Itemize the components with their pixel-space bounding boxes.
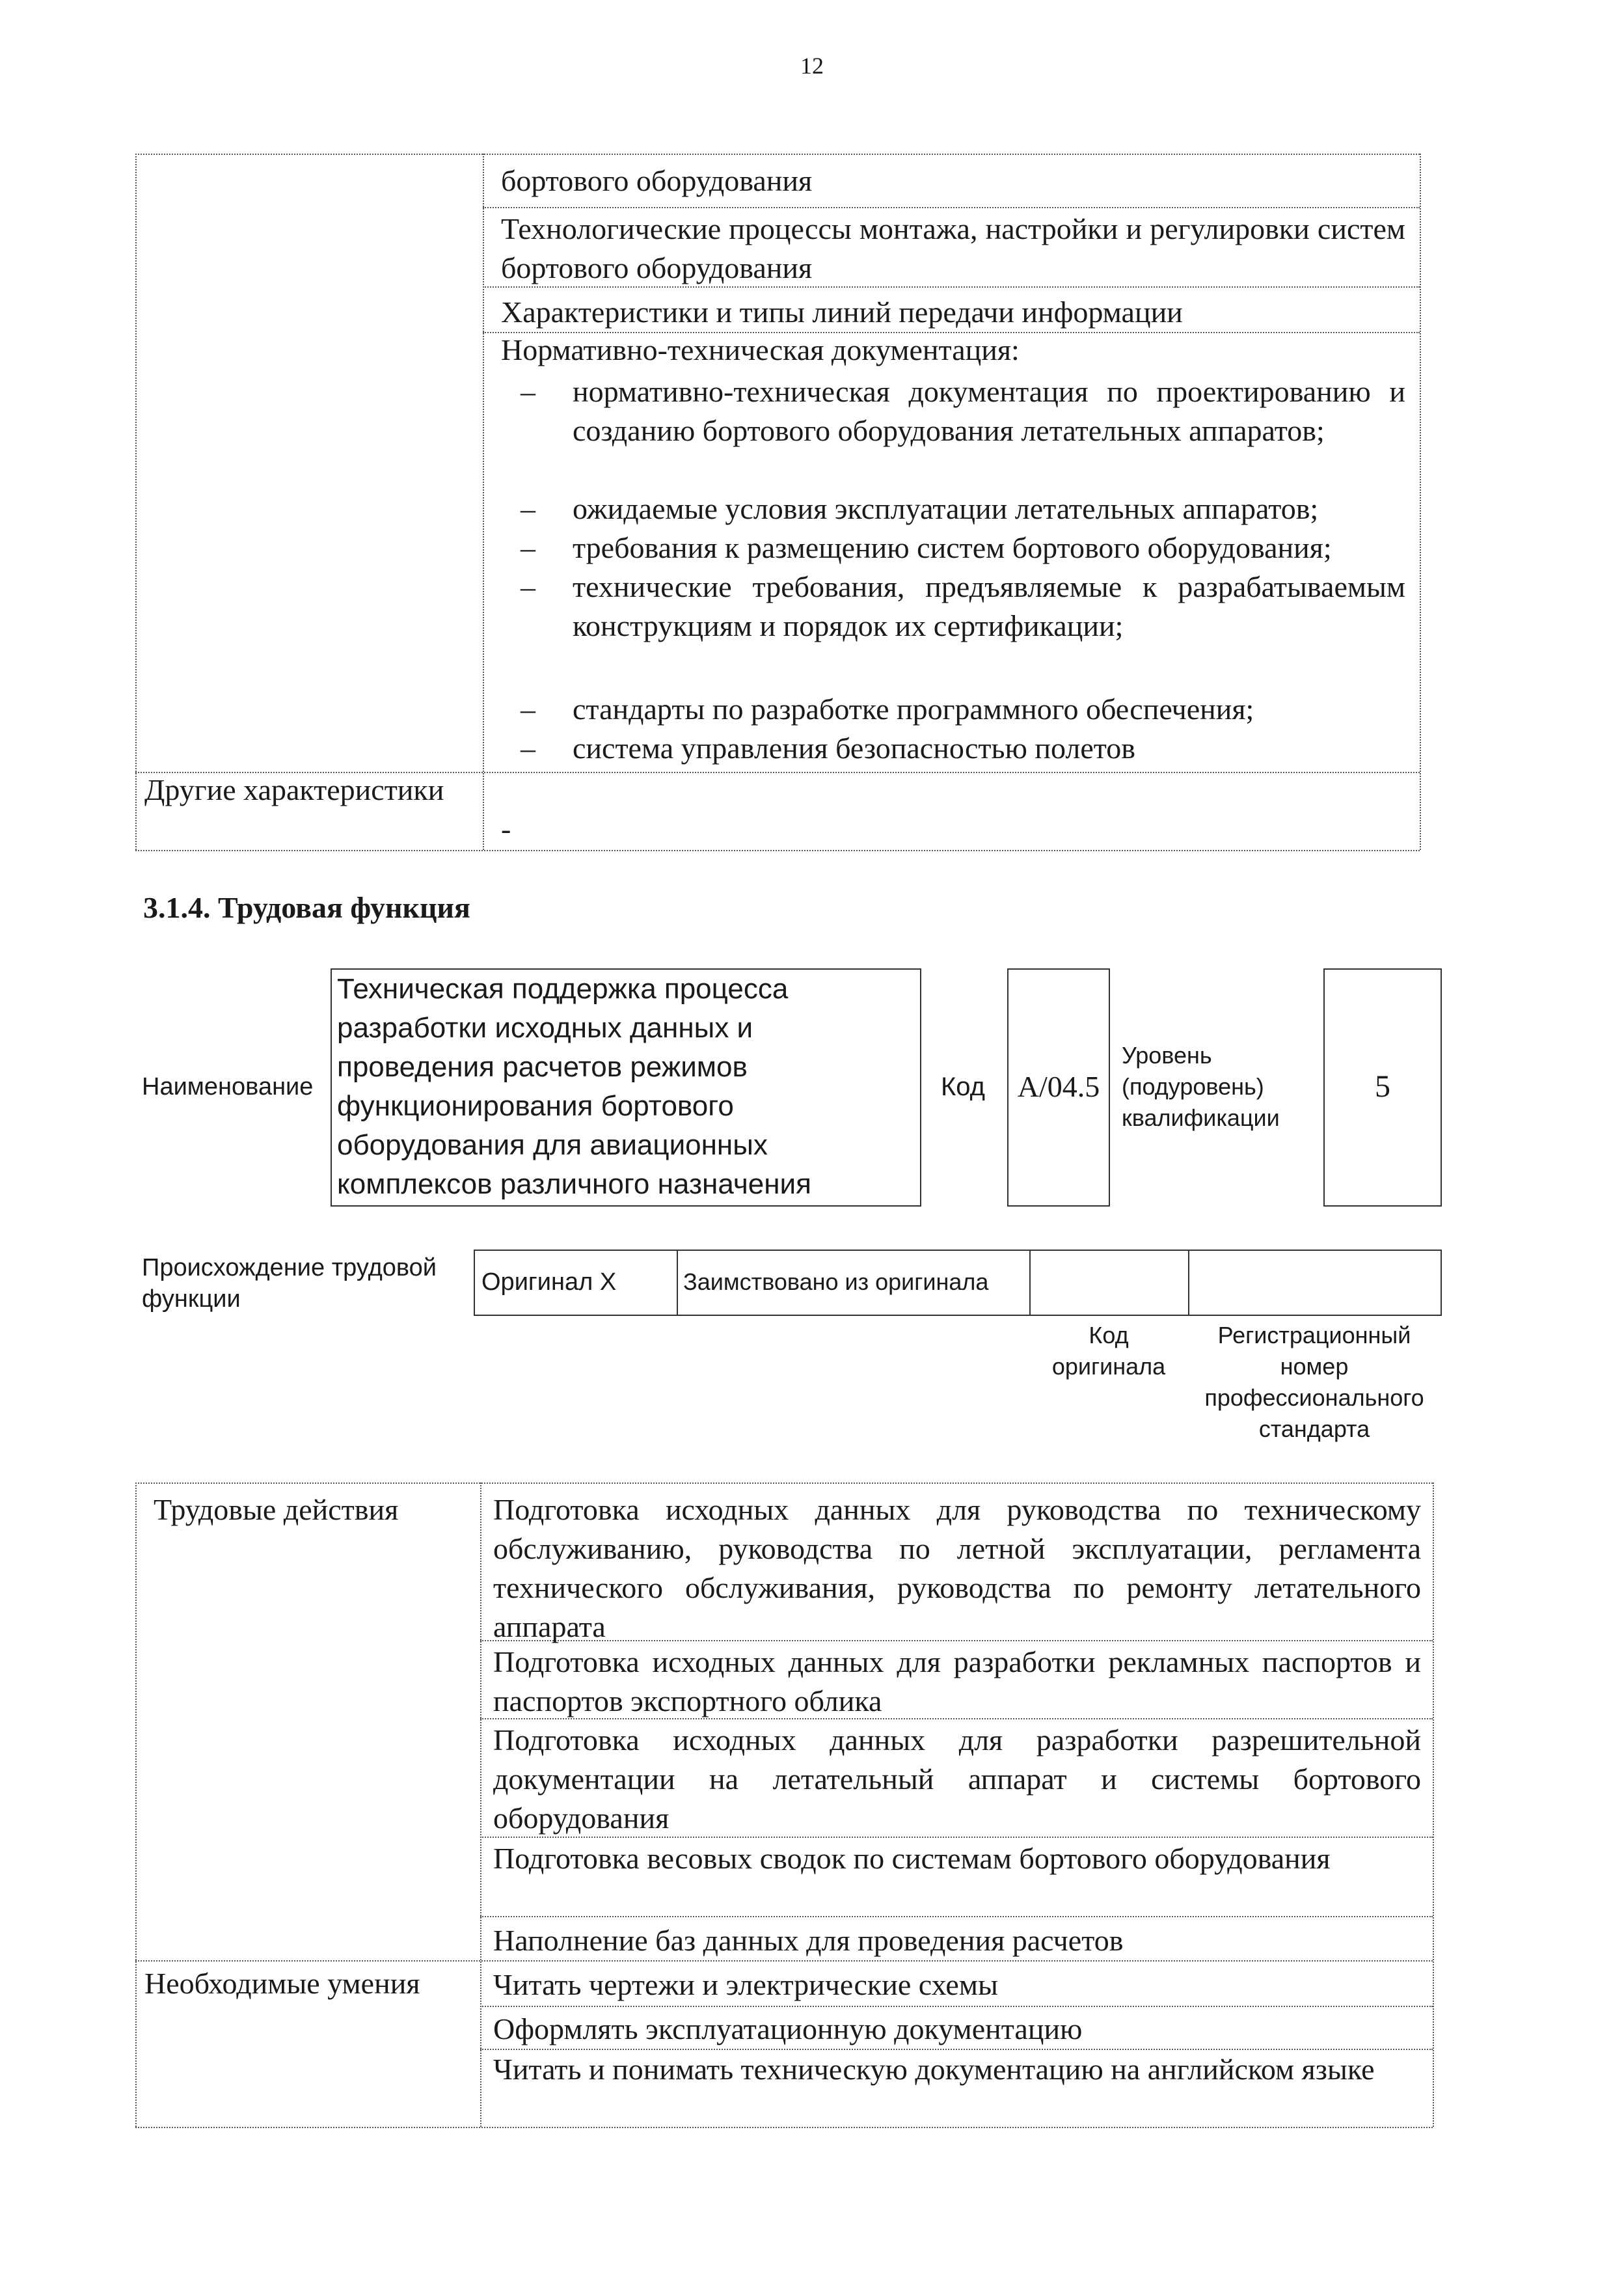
action-item: Наполнение баз данных для проведения расчетов xyxy=(493,1924,1124,1957)
origin-code-caption: Код оригинала xyxy=(1051,1322,1166,1380)
actions-label: Трудовые действия xyxy=(154,1493,399,1526)
top-row-2: Технологические процессы монтажа, настройки и регулировки систем бортового оборудования xyxy=(501,212,1405,284)
page-number: 12 xyxy=(800,53,824,79)
dash-marker: – xyxy=(521,731,535,765)
docs-item-text: требования к размещению систем бортового оборудования; xyxy=(573,531,1332,564)
level-label: Уровень (подуровень) квалификации xyxy=(1122,1042,1280,1131)
origin-borrowed: Заимствовано из оригинала xyxy=(683,1268,989,1295)
skill-item: Оформлять эксплуатационную документацию xyxy=(493,2012,1083,2045)
skill-item: Читать чертежи и электрические схемы xyxy=(493,1968,998,2001)
other-characteristics-label: Другие характеристики xyxy=(144,773,444,806)
docs-item-text: стандарты по разработке программного обеспечения; xyxy=(573,692,1254,726)
docs-item xyxy=(521,567,1405,685)
section-title: 3.1.4. Трудовая функция xyxy=(143,891,470,924)
other-characteristics-value: - xyxy=(501,812,511,845)
origin-label: Происхождение трудовой функции xyxy=(142,1254,437,1313)
docs-item-text: технические требования, предъявляемые к разрабатываемым конструкциям и порядок их сертификации; xyxy=(573,570,1405,642)
action-item: Подготовка исходных данных для разработки разрешительной документации на летательный аппарат и системы бортового оборудования xyxy=(493,1723,1421,1835)
docs-item xyxy=(521,690,1405,729)
function-name: Техническая поддержка процесса разработки исходных данных и проведения расчетов режимов функционирования бортового оборудования для авиационных комплексов различного назначения xyxy=(337,973,811,1200)
docs-heading: Нормативно-техническая документация: xyxy=(501,333,1020,366)
top-row-1: бортового оборудования xyxy=(501,164,813,197)
docs-item xyxy=(521,729,1405,768)
docs-item-text: нормативно-техническая документация по проектированию и созданию бортового оборудования летательных аппаратов; xyxy=(573,375,1405,447)
code-value: A/04.5 xyxy=(1017,1070,1100,1103)
docs-item xyxy=(521,489,1405,528)
action-item: Подготовка исходных данных для руководства по техническому обслуживанию, руководства по летной эксплуатации, регламента технического обслуживания, руководства по ремонту летательного аппарата xyxy=(493,1493,1421,1643)
dash-marker: – xyxy=(521,570,535,603)
dash-marker: – xyxy=(521,531,535,564)
docs-item xyxy=(521,528,1405,567)
top-row-3: Характеристики и типы линий передачи информации xyxy=(501,295,1183,329)
origin-original: Оригинал X xyxy=(481,1268,617,1296)
docs-item-text: ожидаемые условия эксплуатации летательных аппаратов; xyxy=(573,492,1319,525)
skill-item: Читать и понимать техническую документацию на английском языке xyxy=(493,2053,1375,2086)
action-item: Подготовка исходных данных для разработки рекламных паспортов и паспортов экспортного облика xyxy=(493,1645,1421,1717)
skills-label: Необходимые умения xyxy=(144,1967,420,2000)
action-item: Подготовка весовых сводок по системам бортового оборудования xyxy=(493,1842,1331,1875)
level-value: 5 xyxy=(1375,1069,1390,1104)
origin-reg-caption: Регистрационный номер профессионального стандарта xyxy=(1204,1322,1424,1442)
docs-item xyxy=(521,372,1405,489)
dash-marker: – xyxy=(521,692,535,726)
code-label: Код xyxy=(941,1073,986,1101)
docs-item-text: система управления безопасностью полетов xyxy=(573,731,1135,765)
dash-marker: – xyxy=(521,375,535,408)
dash-marker: – xyxy=(521,492,535,525)
name-label: Наименование xyxy=(142,1073,314,1100)
